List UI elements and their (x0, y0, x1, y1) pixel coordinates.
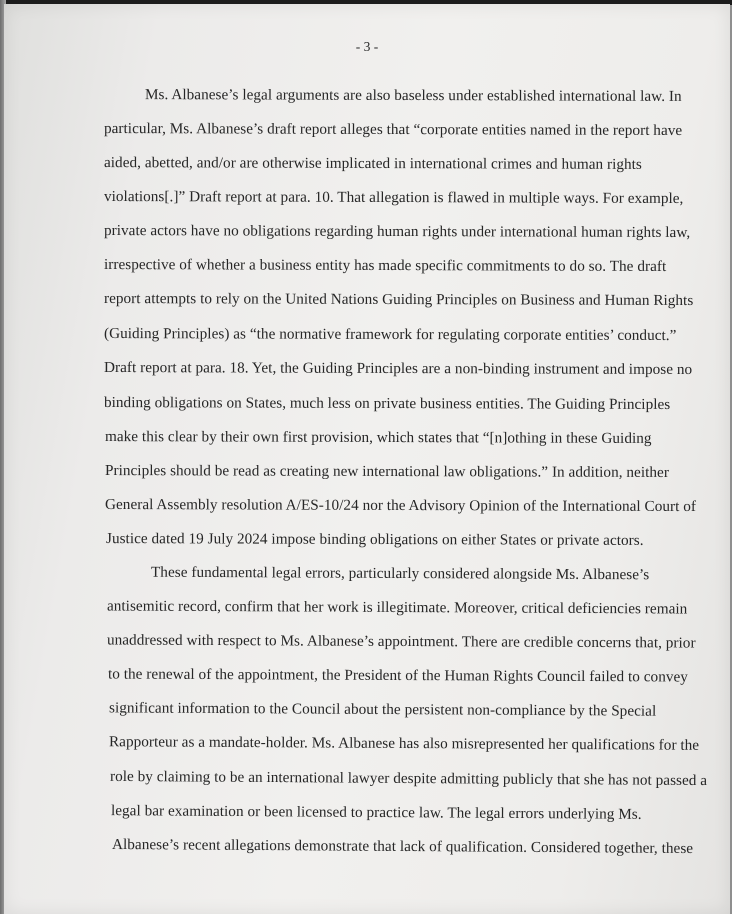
paragraph-1-line-9: Draft report at para. 18. Yet, the Guiding Principles are a non-binding instrument and impose no (103, 358, 693, 379)
paragraph-1-line-10: binding obligations on States, much less on private business entities. The Guiding Principles (103, 394, 671, 413)
paragraph-2-line-2: antisemitic record, confirm that her work is illegitimate. Moreover, critical deficiencies remain (106, 597, 688, 618)
paragraph-1-line-1: Ms. Albanese’s legal arguments are also baseless under established international law. In (144, 86, 682, 105)
paragraph-2-line-1: These fundamental legal errors, particularly considered alongside Ms. Albanese’s (150, 563, 650, 584)
paragraph-2-line-8: legal bar examination or been licensed to practice law. The legal errors underlying Ms. (110, 802, 642, 823)
paragraph-1-line-6: irrespective of whether a business entity has made specific commitments to do so. The draft (103, 256, 667, 275)
document-page (4, 4, 730, 914)
paragraph-1-line-11: make this clear by their own first provision, which states that “[n]othing in these Guiding (104, 428, 652, 447)
paragraph-1-line-7: report attempts to rely on the United Nations Guiding Principles on Business and Human Rights (103, 289, 694, 310)
paragraph-1-line-8: (Guiding Principles) as “the normative framework for regulating corporate entities’ conduct.” (103, 325, 677, 344)
paragraph-1-line-14: Justice dated 19 July 2024 impose binding obligations on either States or private actors. (105, 530, 644, 549)
paragraph-1-line-3: aided, abetted, and/or are otherwise implicated in international crimes and human rights (103, 154, 642, 173)
paragraph-2-line-6: Rapporteur as a mandate-holder. Ms. Albanese has also misrepresented her qualifications for the (108, 733, 700, 754)
paragraph-1-line-2: particular, Ms. Albanese’s draft report alleges that “corporate entities named in the report have (103, 119, 683, 140)
paragraph-2-line-7: role by claiming to be an international lawyer despite admitting publicly that she has not passed a (109, 767, 708, 790)
paragraph-2-line-9: Albanese’s recent allegations demonstrate that lack of qualification. Considered together, these (111, 835, 694, 858)
paragraph-2-line-5: significant information to the Council about the persistent non-compliance by the Special (108, 699, 657, 720)
paragraph-2-line-4: to the renewal of the appointment, the President of the Human Rights Council failed to convey (107, 665, 688, 686)
paragraph-1-line-13: General Assembly resolution A/ES-10/24 nor the Advisory Opinion of the International Court of (104, 495, 696, 516)
page-number: - 3 - (355, 39, 379, 54)
paragraph-1-line-4: violations[.]” Draft report at para. 10. That allegation is flawed in multiple ways. For example, (103, 187, 684, 208)
paragraph-1-line-12: Principles should be read as creating new international law obligations.” In addition, neither (104, 462, 669, 481)
paragraph-1-line-5: private actors have no obligations regarding human rights under international human rights law, (103, 221, 691, 242)
paragraph-2-line-3: unaddressed with respect to Ms. Albanese’s appointment. There are credible concerns that, prior (106, 631, 696, 652)
